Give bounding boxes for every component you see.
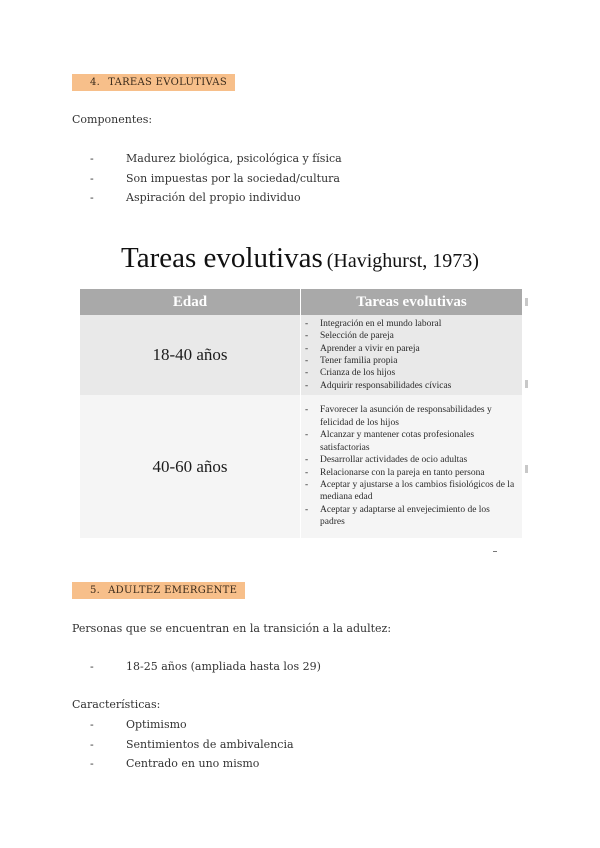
slide-title — [0, 242, 600, 275]
task-item: - Aceptar y ajustarse a los cambios fisiológicos de la mediana edad — [305, 479, 515, 503]
section-5-heading — [72, 582, 245, 599]
list-item: - Son impuestas por la sociedad/cultura — [90, 171, 340, 185]
section-4-number: 4. — [90, 77, 101, 88]
age-cell: 40-60 años — [80, 395, 301, 538]
list-item: - Optimismo — [90, 718, 187, 731]
slide-edge-mark — [525, 298, 528, 306]
header-age: Edad — [80, 289, 301, 315]
slide-edge-mark — [525, 380, 528, 388]
section-4-title: TAREAS EVOLUTIVAS — [108, 77, 227, 88]
task-item: - Relacionarse con la pareja en tanto persona — [305, 467, 485, 478]
list-item: - Aspiración del propio individuo — [90, 191, 301, 204]
age-cell: 18-40 años — [80, 315, 301, 395]
components-label: Componentes: — [72, 113, 153, 126]
transition-intro: Personas que se encuentran en la transición a la adultez: — [72, 622, 392, 635]
task-item: - Alcanzar y mantener cotas profesionales satisfactorias — [305, 430, 475, 453]
characteristics-list — [90, 715, 294, 774]
tasks-table — [80, 289, 522, 538]
list-item: - 18-25 años (ampliada hasta los 29) — [90, 660, 321, 673]
task-item: - Desarrollar actividades de ocio adultas — [305, 455, 468, 466]
task-item: - Adquirir responsabilidades cívicas — [305, 380, 452, 391]
task-item: - Aprender a vivir en pareja — [305, 343, 420, 354]
task-item: - Favorecer la asunción de responsabilidades y felicidad de los hijos — [305, 405, 492, 428]
slide-title-main: Tareas evolutivas — [121, 242, 323, 274]
list-item: - Centrado en uno mismo — [90, 757, 260, 770]
table-header-row — [80, 289, 522, 315]
task-item: - Selección de pareja — [305, 331, 394, 342]
slide-edge-mark — [525, 465, 528, 473]
task-item: - Integración en el mundo laboral — [305, 318, 442, 329]
components-list — [90, 149, 342, 208]
list-item: - Sentimientos de ambivalencia — [90, 737, 294, 751]
tasks-cell — [301, 315, 523, 395]
list-item: - Madurez biológica, psicológica y física — [90, 152, 342, 165]
task-item: - Aceptar y adaptarse al envejecimiento de los padres — [305, 504, 490, 528]
table-row — [80, 315, 522, 395]
tasks-cell — [301, 395, 523, 538]
section-5-number: 5. — [90, 585, 101, 596]
task-item: - Tener familia propia — [305, 356, 398, 366]
slide-edge-mark — [493, 551, 497, 552]
age-range-list — [90, 657, 321, 677]
table-row — [80, 395, 522, 538]
slide-citation: (Havighurst, 1973) — [326, 250, 479, 272]
header-tasks: Tareas evolutivas — [301, 289, 523, 315]
section-4-heading — [72, 74, 235, 91]
characteristics-label: Características: — [72, 698, 161, 711]
task-item: - Crianza de los hijos — [305, 368, 396, 379]
section-5-title: ADULTEZ EMERGENTE — [108, 585, 238, 596]
